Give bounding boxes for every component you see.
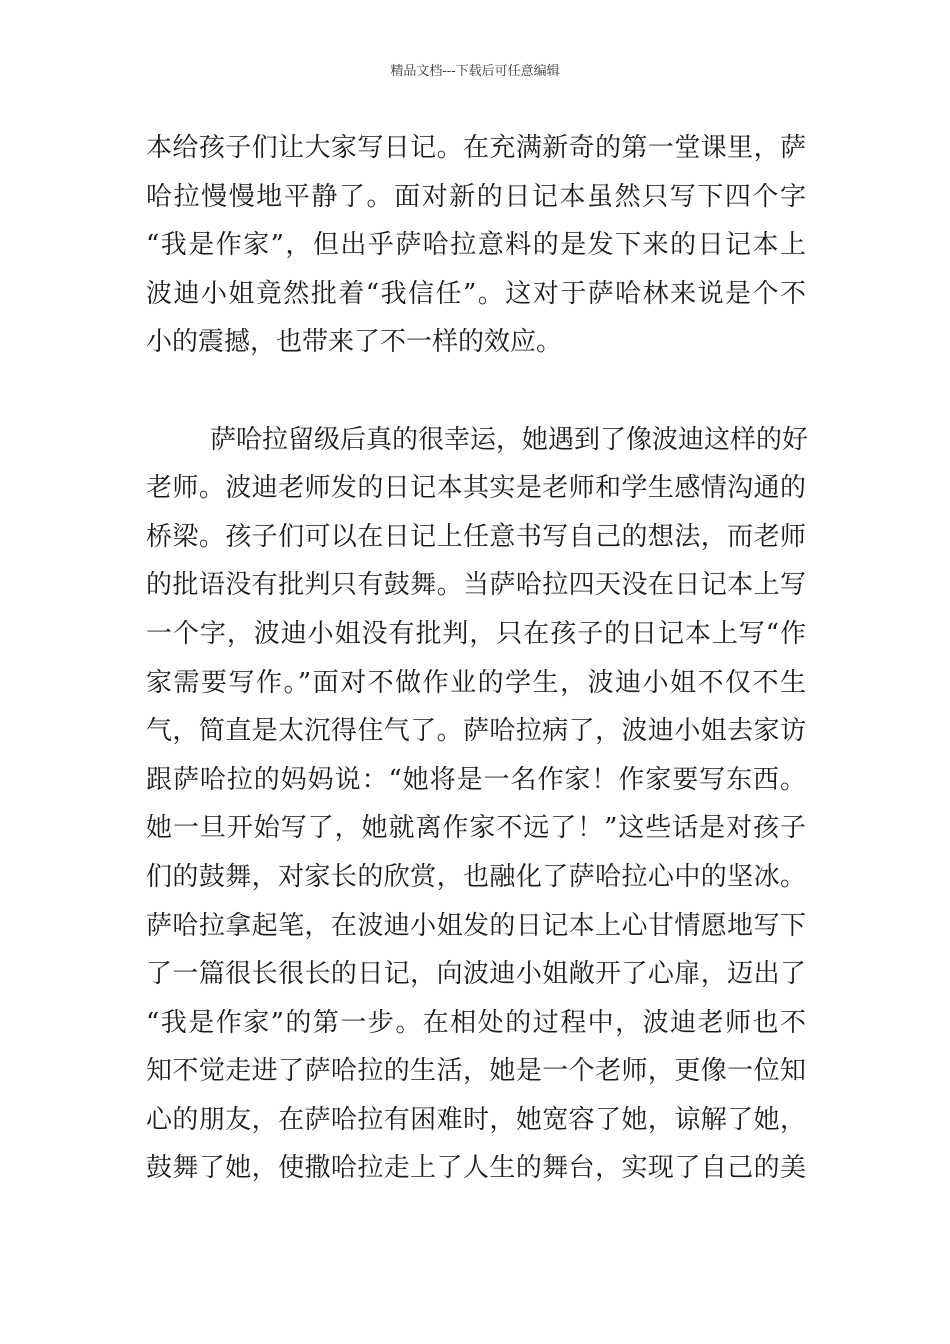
text-line: 小的震撼，也带来了不一样的效应。: [146, 327, 563, 358]
text-line: 了一篇很长很长的日记，向波迪小姐敞开了心扉，迈出了: [146, 959, 806, 990]
text-line: 的批语没有批判只有鼓舞。当萨哈拉四天没在日记本上写: [146, 570, 806, 601]
text-line: 心的朋友，在萨哈拉有困难时，她宽容了她，谅解了她，: [146, 1104, 806, 1135]
text-line: 家需要写作。”面对不做作业的学生，波迪小姐不仅不生: [146, 667, 806, 698]
text-line: “我是作家”，但出乎萨哈拉意料的是发下来的日记本上: [146, 230, 806, 261]
text-line: 波迪小姐竟然批着“我信任”。这对于萨哈林来说是个不: [146, 278, 806, 309]
text-line: 萨哈拉拿起笔，在波迪小姐发的日记本上心甘情愿地写下: [146, 910, 806, 941]
paragraph-1: [146, 124, 806, 367]
document-body: [146, 124, 809, 1193]
text-line: 萨哈拉留级后真的很幸运，她遇到了像波迪这样的好: [210, 424, 809, 455]
text-line: 一个字，波迪小姐没有批判，只在孩子的日记本上写“作: [146, 618, 806, 649]
text-line: 跟萨哈拉的妈妈说：“她将是一名作家！作家要写东西。: [146, 764, 806, 795]
text-line: 哈拉慢慢地平静了。面对新的日记本虽然只写下四个字: [146, 181, 806, 212]
page-header: 精品文档---下载后可任意编辑: [390, 64, 560, 79]
paragraph-gap: [146, 367, 806, 416]
text-line: 气，简直是太沉得住气了。萨哈拉病了，波迪小姐去家访: [146, 716, 806, 747]
text-line: 们的鼓舞，对家长的欣赏，也融化了萨哈拉心中的坚冰。: [146, 861, 806, 892]
text-line: 老师。波迪老师发的日记本其实是老师和学生感情沟通的: [146, 473, 806, 504]
text-line: “我是作家”的第一步。在相处的过程中，波迪老师也不: [146, 1007, 806, 1038]
paragraph-2: [146, 416, 809, 1194]
text-line: 知不觉走进了萨哈拉的生活，她是一个老师，更像一位知: [146, 1056, 806, 1087]
text-line: 她一旦开始写了，她就离作家不远了！”这些话是对孩子: [146, 813, 806, 844]
text-line: 鼓舞了她，使撒哈拉走上了人生的舞台，实现了自己的美: [146, 1153, 806, 1184]
text-line: 本给孩子们让大家写日记。在充满新奇的第一堂课里，萨: [146, 133, 806, 163]
text-line: 桥梁。孩子们可以在日记上任意书写自己的想法，而老师: [146, 521, 806, 552]
